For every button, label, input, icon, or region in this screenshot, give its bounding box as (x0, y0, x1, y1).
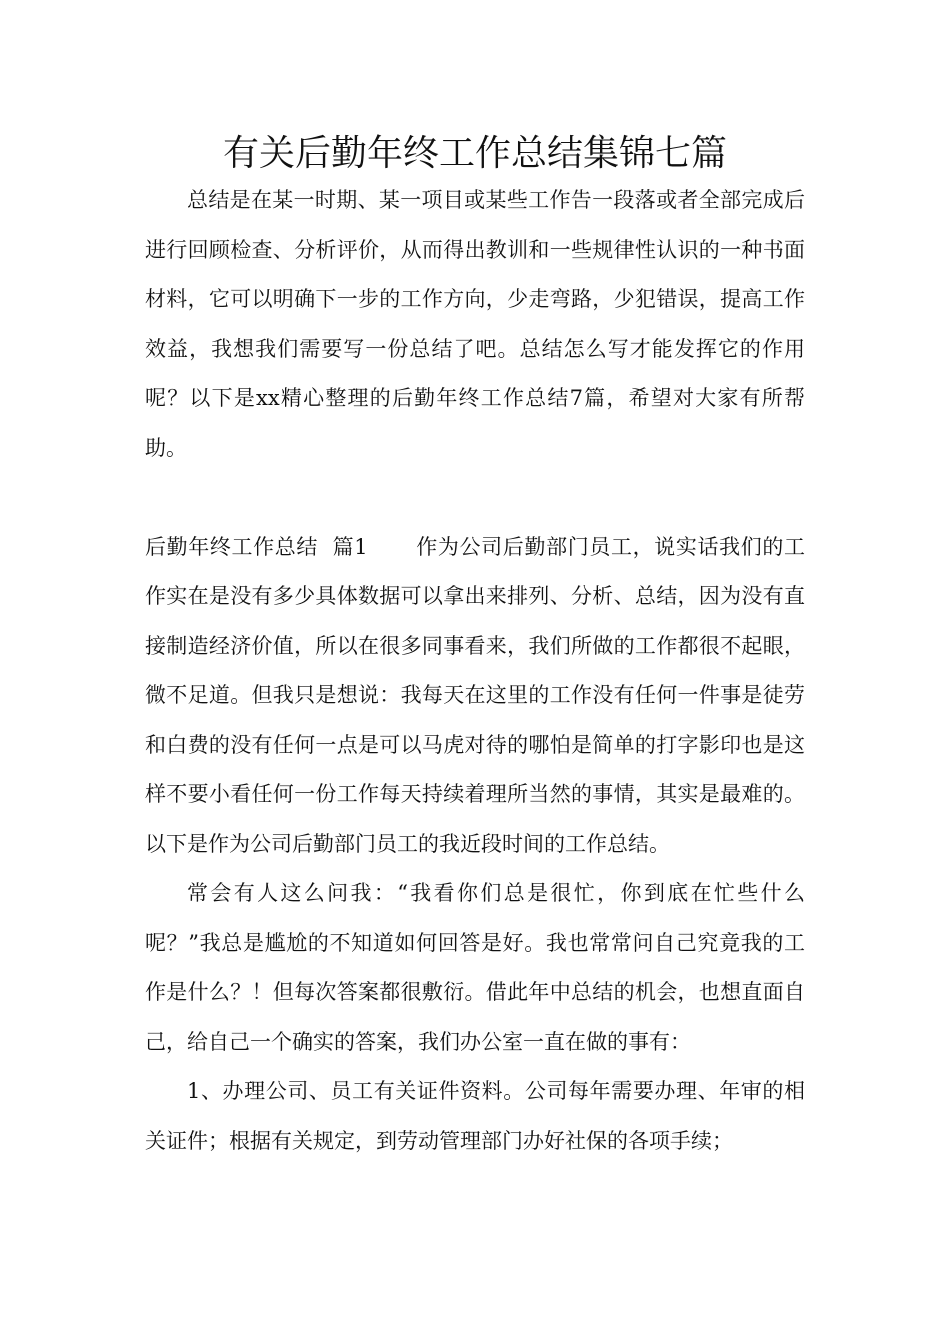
section-1-text: 作为公司后勤部门员工，说实话我们的工作实在是没有多少具体数据可以拿出来排列、分析、总结，因为没有直接制造经济价值，所以在很多同事看来，我们所做的工作都很不起眼，微不足道。但我只是想说：我每天在这里的工作没有任何一件事是徒劳和白费的没有任何一点是可以马虎对待的哪怕是简单的打字影印也是这样不要小看任何一份工作每天持续着理所当然的事情，其实是最难的。以下是作为公司后勤部门员工的我近段时间的工作总结。 (145, 534, 806, 856)
section-1-paragraph-2: 常会有人这么问我：“我看你们总是很忙，你到底在忙些什么呢？”我总是尴尬的不知道如何回答是好。我也常常问自己究竟我的工作是什么？！但每次答案都很敷衍。借此年中总结的机会，也想直面自己，给自己一个确实的答案，我们办公室一直在做的事有： (145, 881, 805, 1054)
document-title: 有关后勤年终工作总结集锦七篇 (222, 133, 727, 174)
section-1-paragraph (145, 523, 805, 870)
intro-paragraph: 总结是在某一时期、某一项目或某些工作告一段落或者全部完成后进行回顾检查、分析评价，从而得出教训和一些规律性认识的一种书面材料，它可以明确下一步的工作方向，少走弯路，少犯错误，提高工作效益，我想我们需要写一份总结了吧。总结怎么写才能发挥它的作用呢？以下是xx精心整理的后勤年终工作总结7篇，希望对大家有所帮助。 (145, 188, 805, 460)
document-body (145, 176, 805, 1166)
paragraph-spacer (145, 473, 805, 523)
section-1-paragraph-3: 1、办理公司、员工有关证件资料。公司每年需要办理、年审的相关证件；根据有关规定，到劳动管理部门办好社保的各项手续； (145, 1079, 805, 1153)
section-heading: 后勤年终工作总结 篇1 (145, 534, 368, 559)
